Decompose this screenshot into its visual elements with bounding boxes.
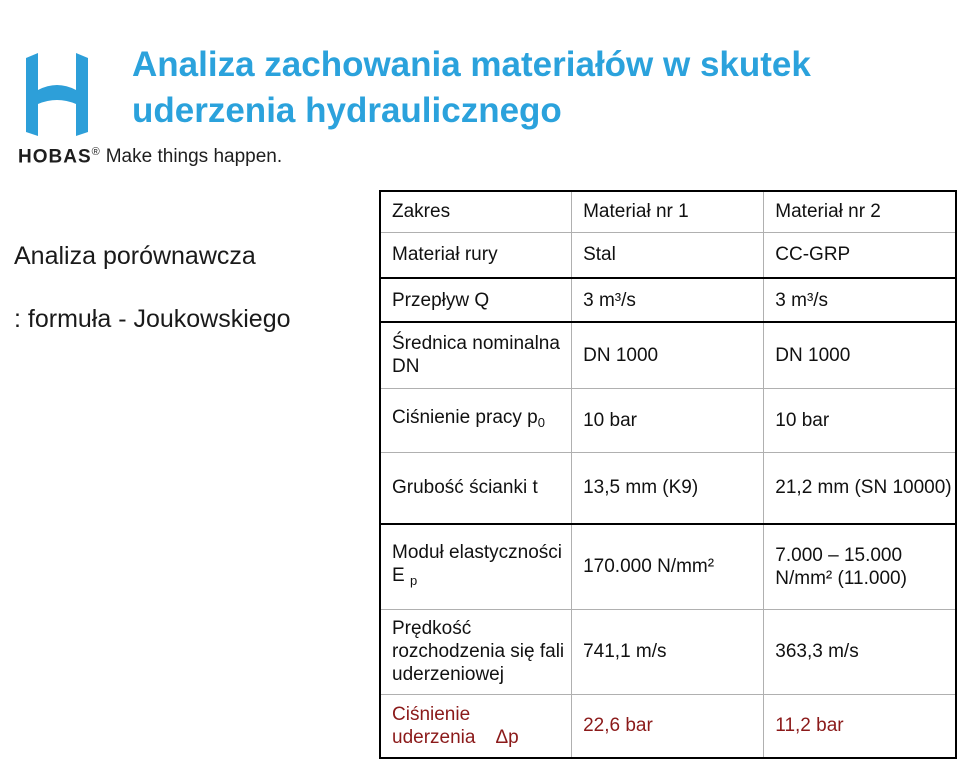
row-value-material-2: CC-GRP bbox=[764, 232, 956, 278]
row-value-material-1: 3 m³/s bbox=[572, 278, 764, 322]
row-value-material-1: Stal bbox=[572, 232, 764, 278]
table-row bbox=[380, 452, 956, 524]
row-value-material-2: 363,3 m/s bbox=[764, 609, 956, 694]
side-note-line1: Analiza porównawcza bbox=[14, 242, 256, 270]
row-value-material-2: 3 m³/s bbox=[764, 278, 956, 322]
row-label-cell bbox=[380, 388, 572, 452]
row-label: Materiał rury bbox=[380, 232, 572, 278]
table-row bbox=[380, 388, 956, 452]
header-cell-range: Zakres bbox=[380, 191, 572, 232]
row-value-material-2: DN 1000 bbox=[764, 322, 956, 388]
row-label-symbol: Δp bbox=[495, 726, 519, 748]
row-label: Ciśnienie uderzenia bbox=[392, 703, 476, 748]
row-label: Grubość ścianki t bbox=[380, 452, 572, 524]
table-row bbox=[380, 524, 956, 609]
row-value-material-2: 7.000 – 15.000 N/mm² (11.000) bbox=[764, 524, 956, 609]
table-row bbox=[380, 278, 956, 322]
table-row bbox=[380, 322, 956, 388]
row-value-material-2: 21,2 mm (SN 10000) bbox=[764, 452, 956, 524]
comparison-table bbox=[379, 190, 957, 759]
row-label-subscript: p bbox=[409, 573, 418, 589]
row-value-material-1: 741,1 m/s bbox=[572, 609, 764, 694]
row-label: Ciśnienie pracy p bbox=[392, 407, 538, 428]
row-label-cell bbox=[380, 694, 572, 758]
header-cell-material-2: Materiał nr 2 bbox=[764, 191, 956, 232]
row-label-cell bbox=[380, 524, 572, 609]
header-cell-material-1: Materiał nr 1 bbox=[572, 191, 764, 232]
row-value-material-1: 13,5 mm (K9) bbox=[572, 452, 764, 524]
hobas-h-logo-icon bbox=[18, 50, 96, 138]
row-value-material-1: 22,6 bar bbox=[572, 694, 764, 758]
row-label: Prędkość rozchodzenia się fali uderzeniowej bbox=[380, 609, 572, 694]
row-value-material-1: 170.000 N/mm² bbox=[572, 524, 764, 609]
row-value-material-2: 10 bar bbox=[764, 388, 956, 452]
side-note-line2: : formuła - Joukowskiego bbox=[14, 305, 291, 333]
table-header-row bbox=[380, 191, 956, 232]
row-label: Średnica nominalna DN bbox=[380, 322, 572, 388]
row-value-material-1: DN 1000 bbox=[572, 322, 764, 388]
table-row bbox=[380, 609, 956, 694]
row-label: Moduł elastyczności E bbox=[392, 542, 563, 587]
logo-registered: ® bbox=[91, 146, 100, 158]
row-value-material-2: 11,2 bar bbox=[764, 694, 956, 758]
table-row-highlight bbox=[380, 694, 956, 758]
page-title: Analiza zachowania materiałów w skutek uderzenia hydraulicznego bbox=[132, 45, 811, 130]
row-value-material-1: 10 bar bbox=[572, 388, 764, 452]
logo-wordmark bbox=[18, 146, 282, 168]
row-label: Przepływ Q bbox=[380, 278, 572, 322]
row-label-subscript: 0 bbox=[537, 415, 545, 430]
logo-tagline: Make things happen. bbox=[105, 146, 283, 168]
table-row bbox=[380, 232, 956, 278]
logo-brand: HOBAS bbox=[18, 146, 92, 168]
